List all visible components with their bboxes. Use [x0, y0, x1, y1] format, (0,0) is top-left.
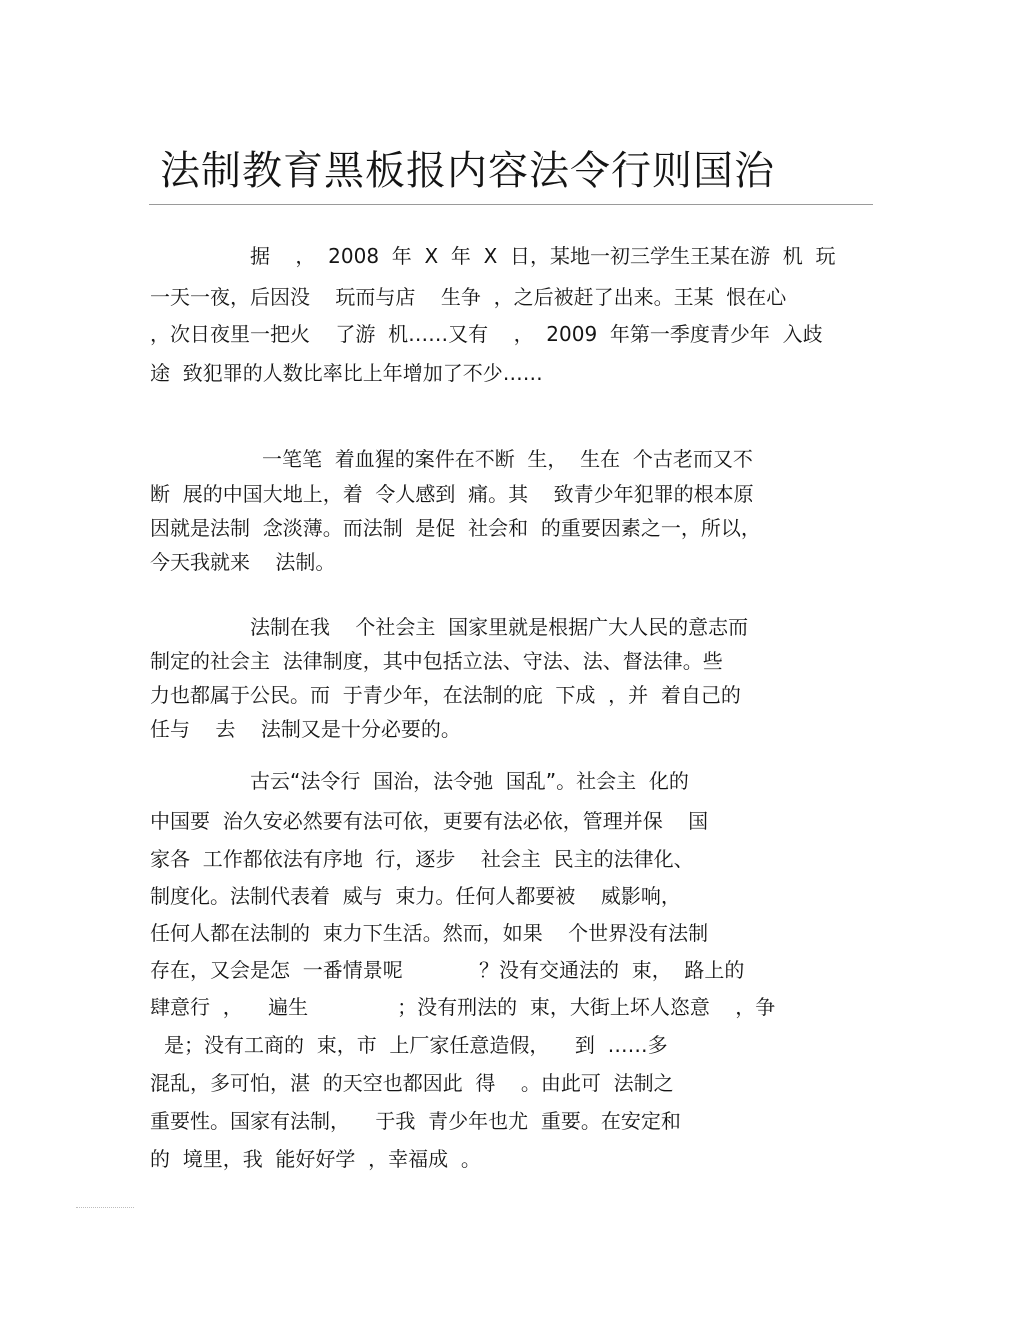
paragraph-line: 存在，又会是怎 一番情景呢 ？没有交通法的 束， 路上的 — [150, 958, 745, 982]
paragraph-line: 因就是法制 念淡薄。而法制 是促 社会和 的重要因素之一，所以， — [150, 516, 761, 540]
paragraph-line: 家各 工作都依法有序地 行，逐步 社会主 民主的法律化、 — [150, 847, 694, 871]
paragraph-line: 肆意行 ， 遍生 ；没有刑法的 束，大街上坏人恣意 ，争 — [150, 995, 776, 1019]
paragraph-line: 中国要 治久安必然要有法可依，更要有法必依，管理并保 国 — [150, 809, 709, 833]
paragraph-line: 法制在我 个社会主 国家里就是根据广大人民的意志而 — [250, 615, 749, 639]
paragraph-line: ，次日夜里一把火 了游 机……又有 ， 2009 年第一季度青少年 入歧 — [150, 322, 823, 346]
paragraph-line: 一天一夜，后因没 玩而与店 生争 ，之后被赶了出来。王某 恨在心 — [150, 285, 787, 309]
paragraph-line: 混乱，多可怕，湛 的天空也都因此 得 。由此可 法制之 — [150, 1071, 674, 1095]
paragraph-line: 制定的社会主 法律制度，其中包括立法、守法、法、督法律。些 — [150, 649, 723, 673]
paragraph-line: 重要性。国家有法制， 于我 青少年也尤 重要。在安定和 — [150, 1109, 681, 1133]
page-corner-mark — [76, 1207, 134, 1208]
paragraph-line: 力也都属于公民。而 于青少年，在法制的庇 下成 ，并 着自己的 — [150, 683, 741, 707]
paragraph-line: 古云“法令行 国治，法令弛 国乱”。社会主 化的 — [250, 769, 689, 793]
title-divider — [149, 204, 873, 205]
paragraph-line: 制度化。法制代表着 威与 束力。任何人都要被 威影响， — [150, 884, 681, 908]
paragraph-line: 今天我就来 法制。 — [150, 550, 336, 574]
paragraph-line: 断 展的中国大地上，着 令人感到 痛。其 致青少年犯罪的根本原 — [150, 482, 754, 506]
paragraph-line: 途 致犯罪的人数比率比上年增加了不少…… — [150, 361, 543, 385]
paragraph-line: 是；没有工商的 束，市 上厂家任意造假， 到 ……多 — [164, 1033, 668, 1057]
page-title: 法制教育黑板报内容法令行则国治 — [160, 148, 775, 194]
paragraph-line: 的 境里，我 能好好学 ，幸福成 。 — [150, 1147, 481, 1171]
paragraph-line: 任何人都在法制的 束力下生活。然而，如果 个世界没有法制 — [150, 921, 709, 945]
paragraph-line: 据 ， 2008 年 X 年 X 日，某地一初三学生王某在游 机 玩 — [250, 244, 836, 268]
paragraph-line: 一笔笔 着血猩的案件在不断 生， 生在 个古老而又不 — [262, 447, 753, 471]
paragraph-line: 任与 去 法制又是十分必要的。 — [150, 717, 461, 741]
